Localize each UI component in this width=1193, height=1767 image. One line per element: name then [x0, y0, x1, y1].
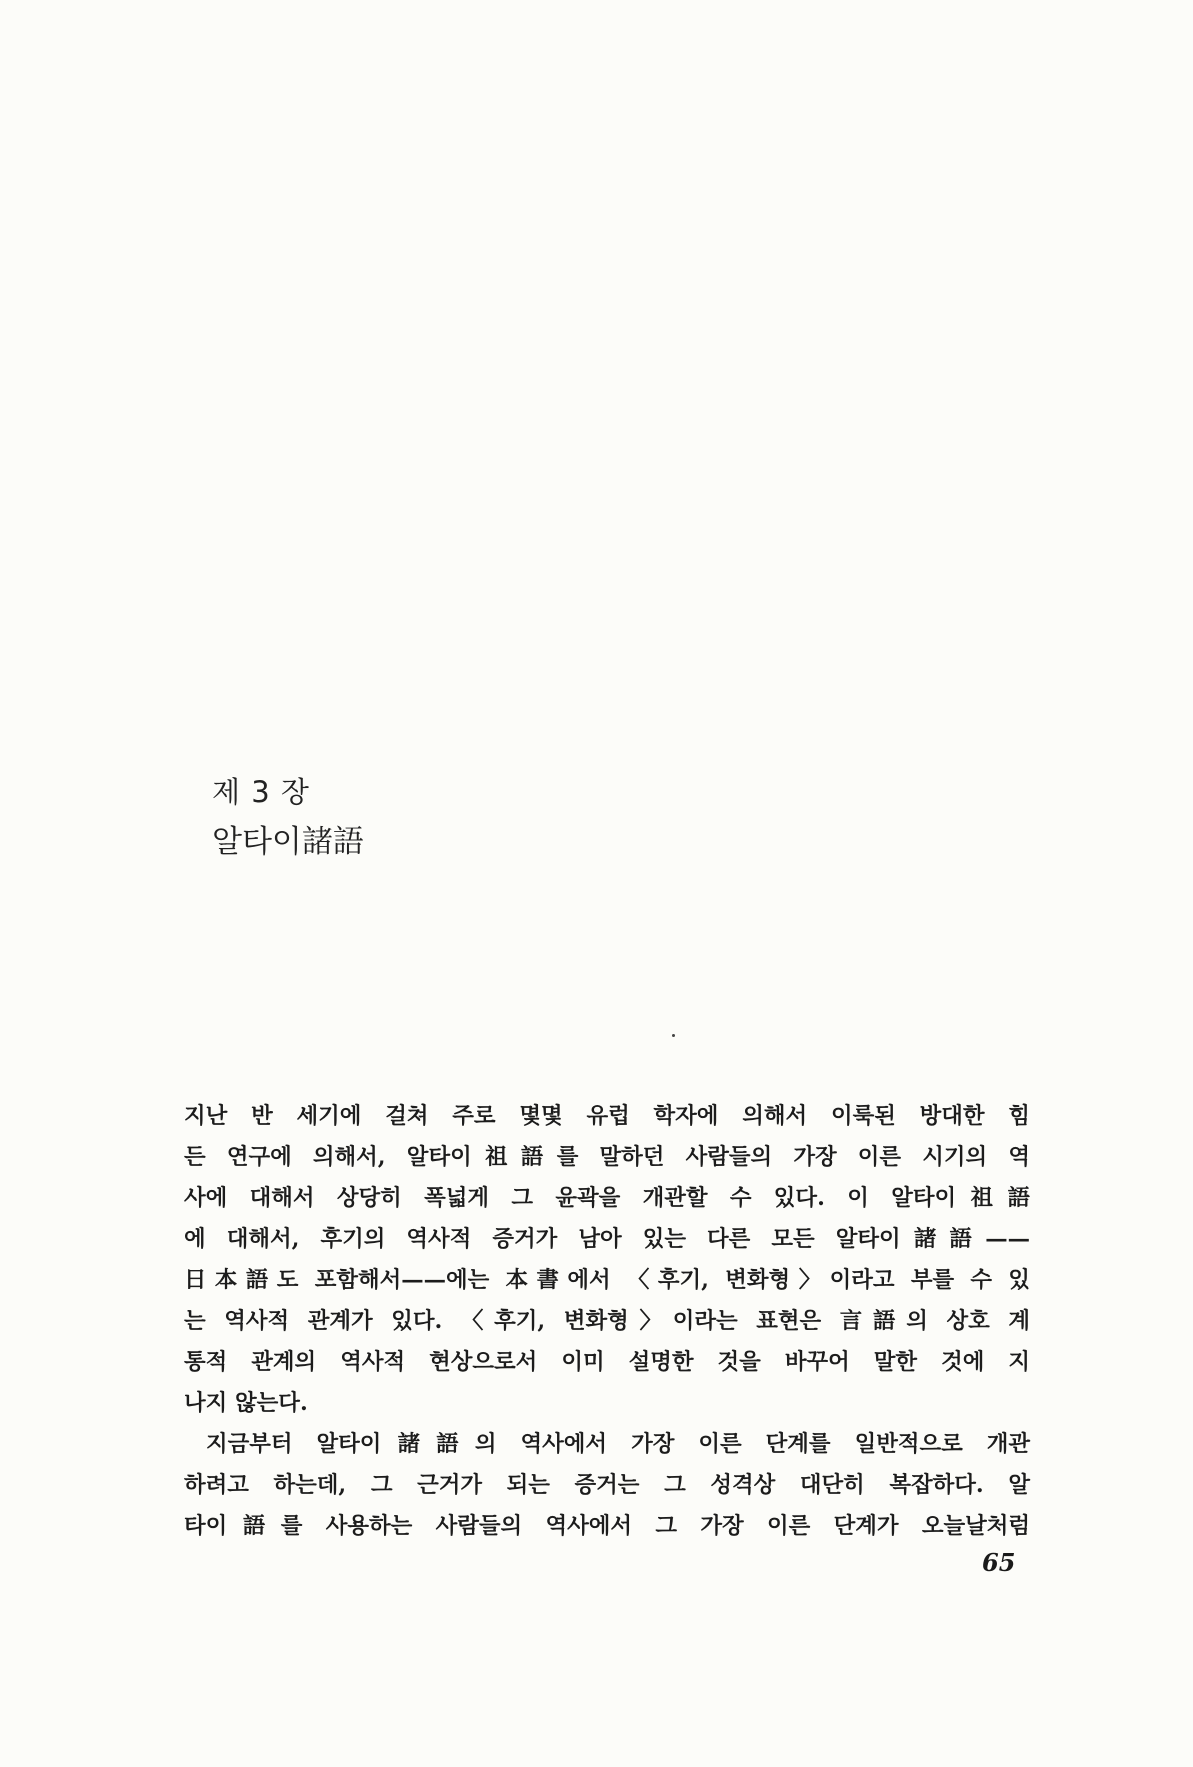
- text-line: 타이語를 사용하는 사람들의 역사에서 그 가장 이른 단계가 오늘날처럼: [184, 1513, 1030, 1539]
- text-line: 에 대해서, 후기의 역사적 증거가 남아 있는 다른 모든 알타이諸語——: [184, 1226, 1030, 1252]
- page-number: 65: [982, 1548, 1016, 1577]
- text-line: 하려고 하는데, 그 근거가 되는 증거는 그 성격상 대단히 복잡하다. 알: [184, 1472, 1030, 1498]
- text-line: 지난 반 세기에 걸쳐 주로 몇몇 유럽 학자에 의해서 이룩된 방대한 힘: [184, 1103, 1030, 1129]
- text-line: 지금부터 알타이諸語의 역사에서 가장 이른 단계를 일반적으로 개관: [206, 1431, 1030, 1457]
- body-text: [184, 1096, 1030, 1547]
- chapter-number: 제 3 장: [212, 775, 310, 809]
- text-line: 나지 않는다.: [184, 1390, 308, 1416]
- chapter-title: 알타이諸語: [212, 824, 364, 860]
- chapter-heading: [212, 772, 364, 864]
- text-line: 日本語도 포함해서——에는 本書에서 〈후기, 변화형〉이라고 부를 수 있: [184, 1267, 1030, 1293]
- text-line: 통적 관계의 역사적 현상으로서 이미 설명한 것을 바꾸어 말한 것에 지: [184, 1349, 1030, 1375]
- ink-speck: [672, 1034, 675, 1037]
- text-line: 는 역사적 관계가 있다. 〈후기, 변화형〉이라는 표현은 言語의 상호 계: [184, 1308, 1030, 1334]
- text-line: 든 연구에 의해서, 알타이祖語를 말하던 사람들의 가장 이른 시기의 역: [184, 1144, 1030, 1170]
- text-line: 사에 대해서 상당히 폭넓게 그 윤곽을 개관할 수 있다. 이 알타이祖語: [184, 1185, 1030, 1211]
